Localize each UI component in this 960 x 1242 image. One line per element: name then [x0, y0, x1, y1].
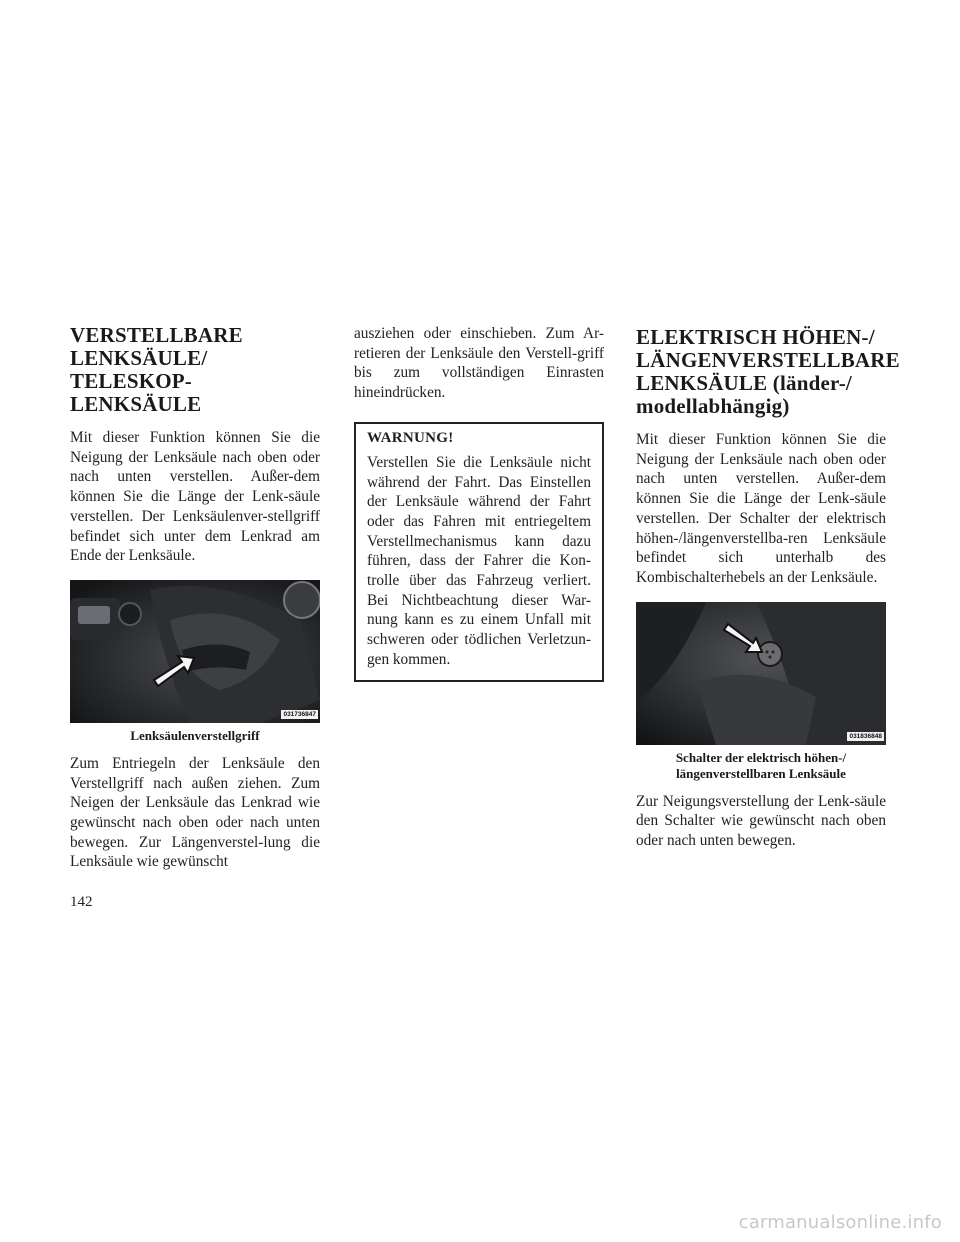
page-number: 142	[70, 894, 93, 910]
power-column-switch-illustration	[636, 602, 886, 745]
left-column	[70, 324, 320, 872]
tilt-instructions-paragraph: Zur Neigungsverstellung der Lenk-säule den Schalter wie gewünscht nach oben oder nach unten bewegen.	[636, 792, 886, 850]
section-heading-adjustable-column: VERSTELLBARE LENKSÄULE/ TELESKOP-LENKSÄULE	[70, 323, 243, 416]
figure-caption: Schalter der elektrisch höhen-/ längenverstellbaren Lenksäule	[675, 749, 847, 781]
figure-power-switch	[636, 602, 886, 745]
right-column	[636, 324, 900, 851]
warning-box	[354, 422, 604, 682]
figure-caption: Lenksäulenverstellgriff	[130, 727, 260, 743]
warning-title: WARNUNG!	[367, 429, 454, 446]
continuation-paragraph: ausziehen oder einschieben. Zum Ar-retieren der Lenksäule den Verstell-griff bis zum vollständigen Einrasten hineindrücken.	[354, 325, 604, 402]
intro-paragraph: Mit dieser Funktion können Sie die Neigung der Lenksäule nach oben oder nach unten verstellen. Außer-dem können Sie die Länge der Lenk-säule verstellen. Der Lenksäulenver-stellgriff befindet sich unter dem Lenkrad am Ende der Lenksäule.	[70, 429, 320, 565]
middle-column	[354, 324, 604, 682]
figure-adjustment-lever	[70, 580, 320, 723]
unlock-instructions-paragraph: Zum Entriegeln der Lenksäule den Verstellgriff nach außen ziehen. Zum Neigen der Lenksäule das Lenkrad wie gewünscht nach oben oder nach unten bewegen. Zur Längenverstel-lung die Lenksäule wie gewünscht	[70, 754, 320, 871]
steering-column-lever-illustration	[70, 580, 320, 723]
section-heading-power-column: ELEKTRISCH HÖHEN-/ LÄNGENVERSTELLBARE LENKSÄULE (länder-/ modellabhängig)	[636, 325, 900, 418]
watermark-text: carmanualsonline.info	[738, 1212, 942, 1233]
warning-text: Verstellen Sie die Lenksäule nicht während der Fahrt. Das Einstellen der Lenksäule während der Fahrt oder das Fahren mit entriegeltem Verstellmechanismus kann dazu führen, dass der Fahrer die Kon-trolle über das Fahrzeug verliert. Bei Nichtbeachtung dieser War-nung kann es zu einem Unfall mit schweren oder tödlichen Verletzun-gen kommen.	[367, 453, 591, 668]
figure-code: 031736847	[283, 710, 316, 718]
intro-paragraph-power: Mit dieser Funktion können Sie die Neigung der Lenksäule nach oben oder nach unten verstellen. Außer-dem können Sie die Länge der Lenk-säule verstellen. Der Schalter der elektrisch höhen-/längenverstellba-ren Lenksäule befindet sich unterhalb des Kombischalterhebels an der Lenksäule.	[636, 431, 886, 586]
figure-code: 031836848	[849, 732, 882, 740]
